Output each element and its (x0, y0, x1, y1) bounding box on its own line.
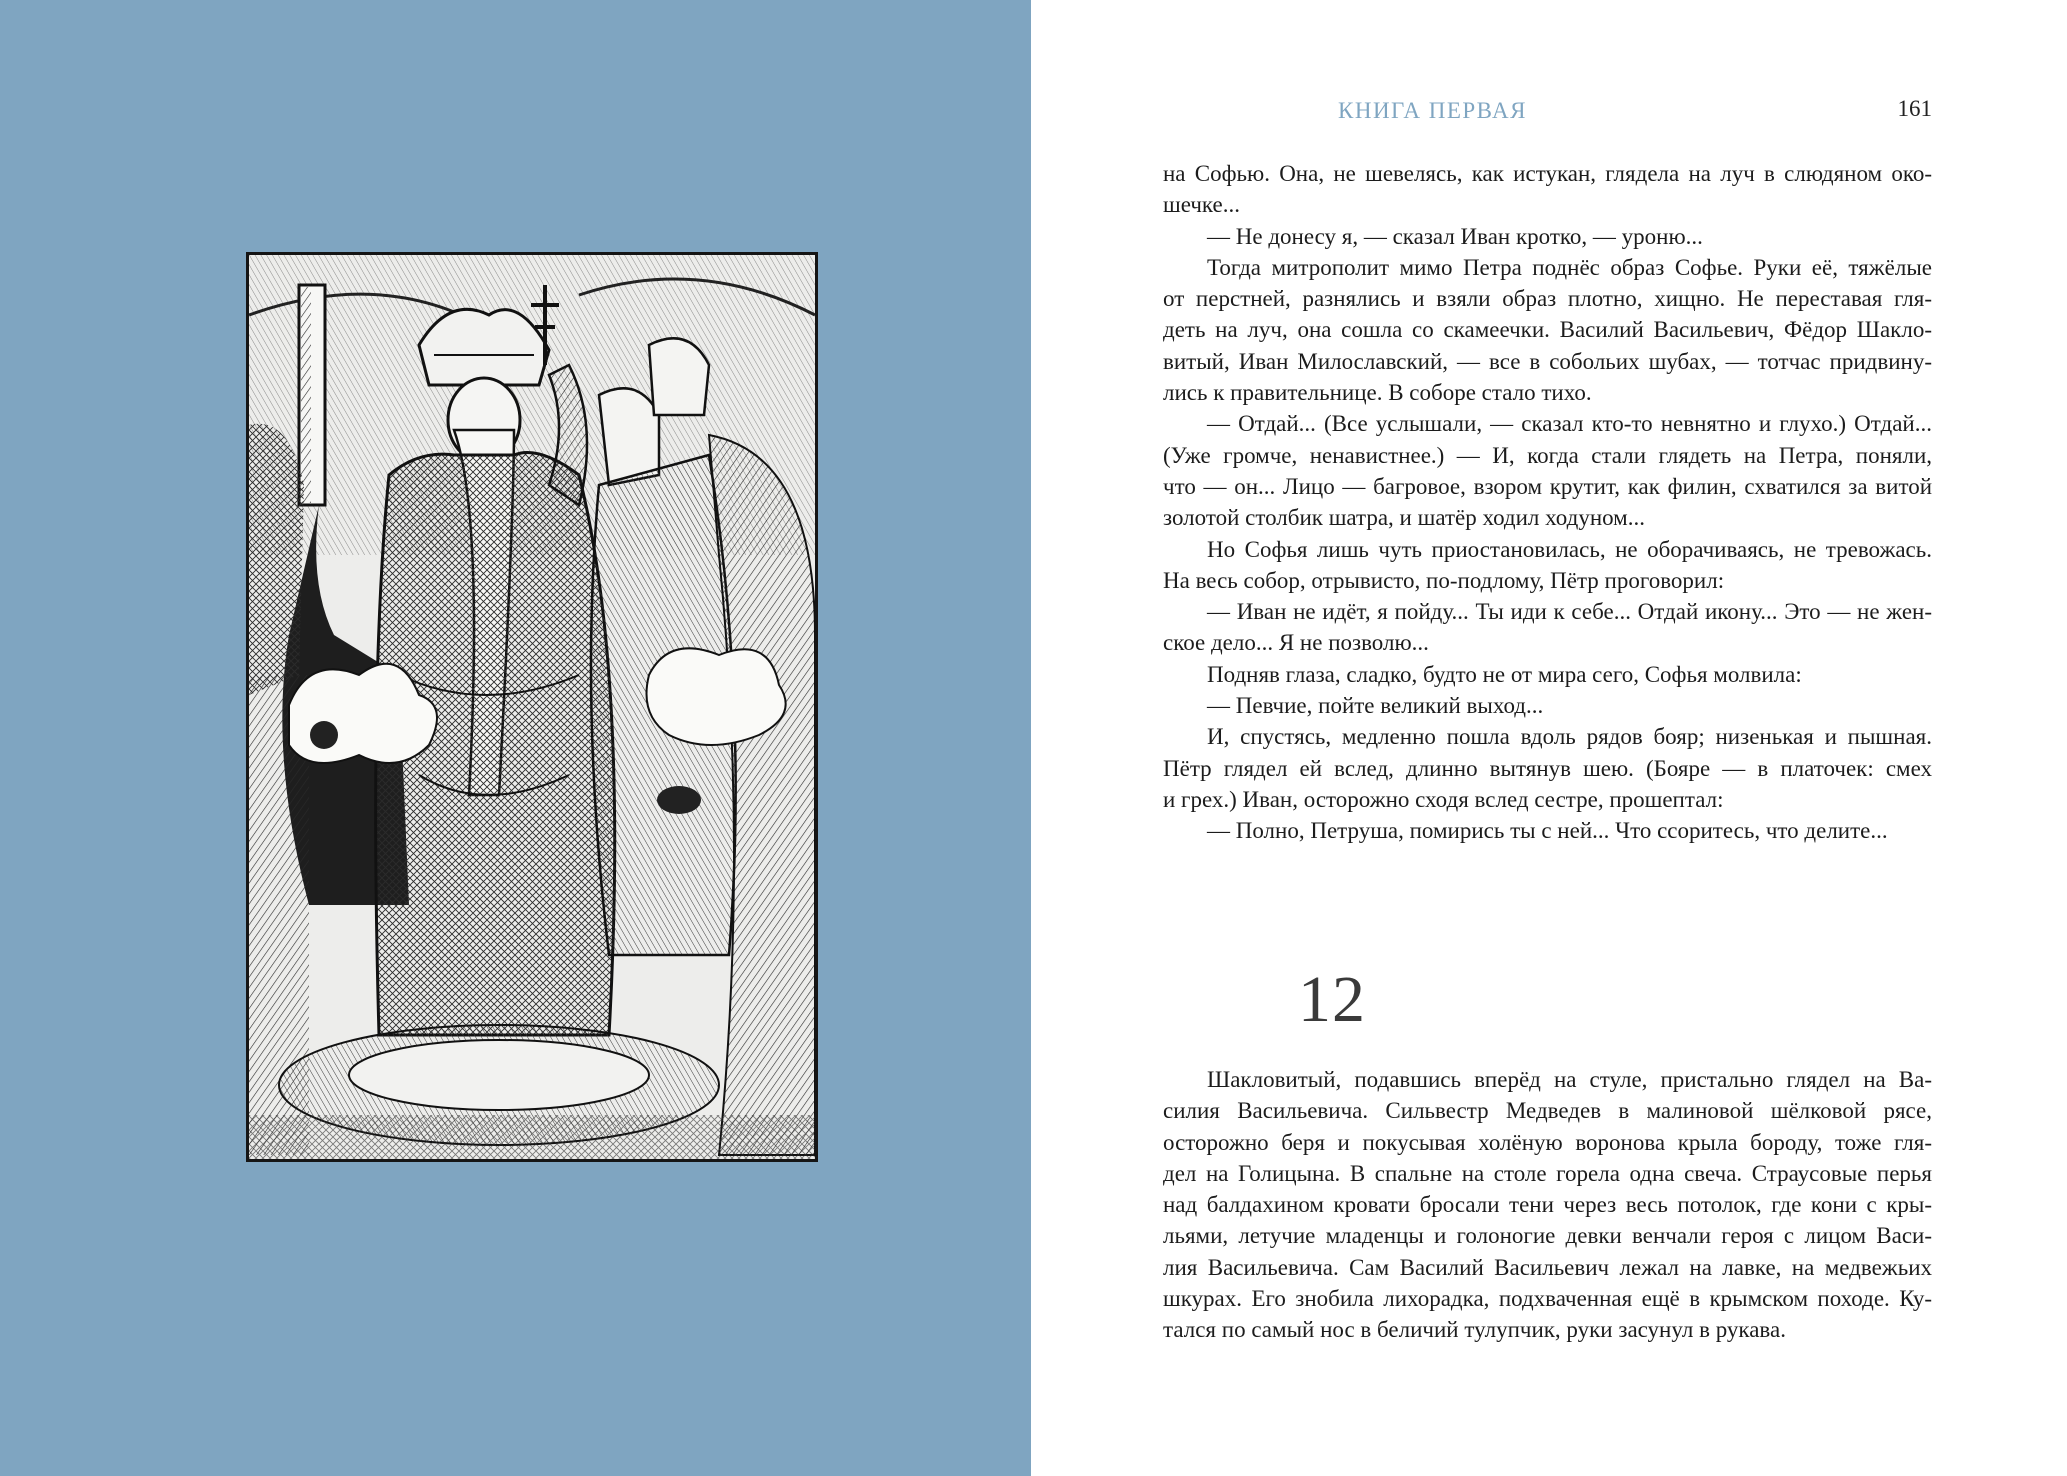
text-line: Подняв глаза, сладко, будто не от мира сего, Софья молвила: (1207, 661, 1802, 687)
text-line: осторожно беря и покусывая холёную воронова крыла бороду, тоже гля- (1163, 1129, 1932, 1155)
text-line: витый, Иван Милославский, — все в собольих шубах, — тотчас придвину- (1163, 348, 1932, 374)
passage-text (1163, 158, 1932, 847)
text-line: что — он... Лицо — багровое, взором крутит, как филин, схватился за витой (1163, 473, 1932, 499)
text-line: ское дело... Я не позволю... (1163, 630, 1429, 656)
text-line: льями, летучие младенцы и голоногие девки венчали героя с лицом Васи- (1163, 1223, 1932, 1249)
engraving-metropolitan-with-cross-icon (249, 255, 815, 1159)
text-line: И, спустясь, медленно пошла вдоль рядов бояр; низенькая и пышная. (1207, 724, 1932, 750)
text-line: Шакловитый, подавшись вперёд на стуле, пристально глядел на Ва- (1207, 1067, 1932, 1092)
text-line: Но Софья лишь чуть приостановилась, не оборачиваясь, не тревожась. (1207, 536, 1932, 562)
text-line: На весь собор, отрывисто, по-подлому, Пётр проговорил: (1163, 567, 1725, 593)
text-line: — Отдай... (Все услышали, — сказал кто-то невнятно и глухо.) Отдай... (1207, 411, 1932, 437)
text-line: золотой столбик шатра, и шатёр ходил ходуном... (1163, 505, 1645, 531)
text-line: — Певчие, пойте великий выход... (1207, 693, 1544, 719)
text-line: на Софью. Она, не шевелясь, как истукан, глядела на луч в слюдяном око- (1163, 161, 1932, 186)
chapter-number: 12 (1298, 963, 1366, 1036)
text-line: силия Васильевича. Сильвестр Медведев в малиновой шёлковой рясе, (1163, 1098, 1932, 1124)
text-line: от перстней, разнялись и взяли образ плотно, хищно. Не переставая гля- (1163, 286, 1932, 312)
text-line: шечке... (1163, 192, 1240, 218)
text-line: над балдахином кровати бросали тени через весь потолок, где кони с кры- (1163, 1192, 1932, 1218)
text-line: деть на луч, она сошла со скамеечки. Василий Васильевич, Фёдор Шакло- (1163, 317, 1932, 343)
text-line: дел на Голицына. В спальне на столе горела одна свеча. Страусовые перья (1163, 1160, 1932, 1186)
text-line: (Уже громче, ненавистнее.) — И, когда стали глядеть на Петра, поняли, (1163, 442, 1932, 468)
text-line: — Иван не идёт, я пойду... Ты иди к себе... Отдай икону... Это — не жен- (1207, 599, 1932, 625)
text-line: лия Васильевича. Сам Василий Васильевич лежал на лавке, на медвежьих (1163, 1254, 1932, 1280)
text-line: Пётр глядел ей вслед, длинно вытянув шею. (Бояре — в платочек: смех (1163, 755, 1932, 781)
left-page-panel (0, 0, 1031, 1476)
text-line: тался по самый нос в беличий тулупчик, руки засунул в рукава. (1163, 1317, 1786, 1343)
text-line: и грех.) Иван, осторожно сходя вслед сестре, прошептал: (1163, 786, 1724, 812)
text-line: Тогда митрополит мимо Петра поднёс образ Софье. Руки её, тяжёлые (1207, 254, 1932, 280)
chapter-text (1163, 1064, 1932, 1346)
book-illustration (246, 252, 818, 1162)
text-line: лись к правительнице. В соборе стало тихо. (1163, 380, 1592, 406)
text-line: — Не донесу я, — сказал Иван кротко, — уроню... (1207, 223, 1703, 249)
text-line: шкурах. Его знобила лихорадка, подхваченная ещё в крымском походе. Ку- (1163, 1286, 1932, 1312)
text-line: — Полно, Петруша, помирись ты с ней... Что ссоритесь, что делите... (1207, 818, 1888, 844)
running-head: КНИГА ПЕРВАЯ (1338, 98, 1528, 123)
page-number: 161 (1897, 96, 1932, 121)
